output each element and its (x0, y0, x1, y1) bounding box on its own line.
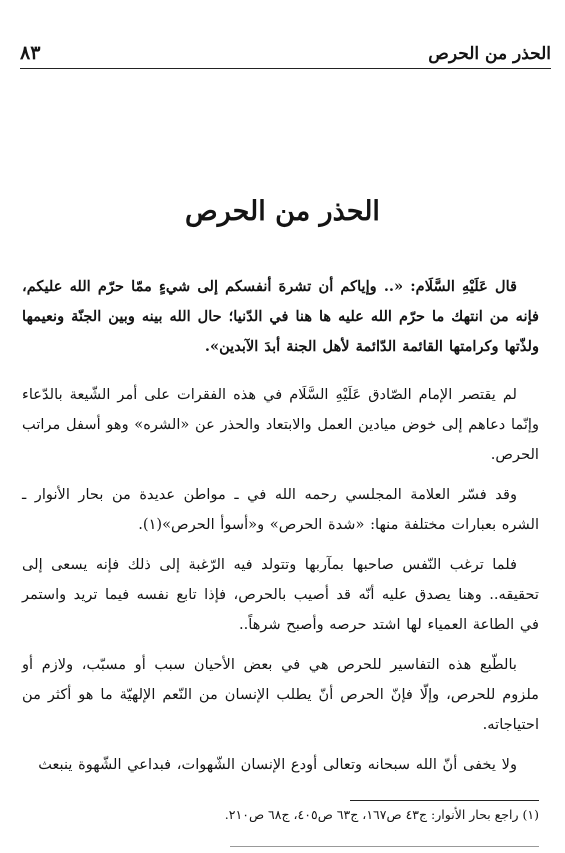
chapter-title: الحذر من الحرص (185, 196, 380, 227)
paragraph: وقد فسّر العلامة المجلسي رحمه الله في ـ مواطن عديدة من بحار الأنوار ـ الشره بعبارات مختلفة منها: «شدة الحرص» و«أسوأ الحرص»(١). (22, 486, 539, 533)
page-header (20, 34, 551, 69)
running-title: الحذر من الحرص (428, 44, 551, 64)
paragraph: لم يقتصر الإمام الصّادق عَلَيْهِ السَّلَام في هذه الفقرات على أمر الشّيعة بالدّعاء وإنّما دعاهم إلى خوض ميادين العمل والابتعاد والحذر عن «الشره» وهو أسفل مراتب الحرص. (22, 386, 539, 463)
footnote-divider (350, 800, 539, 801)
paragraph: بالطّبع هذه التفاسير للحرص هي في بعض الأحيان سبب أو مسبّب، ولازم أو ملزوم للحرص، وإلّا فإنّ الحرص أنّ يطلب الإنسان من النّعم الإلهيّة ما هو أكثر من احتياجاته. (22, 656, 539, 733)
bottom-divider (230, 846, 539, 847)
body-text (22, 272, 539, 780)
paragraph: فلما ترغب النّفس صاحبها بمآربها وتتولد فيه الرّغبة إلى ذلك فإنه يسعى إلى تحقيقه.. وهنا يصدق عليه أنّه قد أصيب بالحرص، فإذا تابع نفسه فيما تريد واستمر في الطاعة العمياء لها اشتد حرصه وأصبح شرهاً.. (22, 556, 539, 633)
footnote: (١) راجع بحار الأنوار: ج٤٣ ص١٦٧، ج٦٣ ص٤٠٥، ج٦٨ ص٢١٠. (224, 807, 539, 822)
quote-paragraph: قال عَلَيْهِ السَّلَام: «.. وإياكم أن تشرهَ أنفسكم إلى شيءٍ ممّا حرّم الله عليكم، فإنه من انتهك ما حرّم الله عليه ها هنا في الدّنيا؛ حال الله بينه وبين الجنّة ونعيمها ولذّتها وكرامتها القائمة الدّائمة لأهل الجنة أبدَ الآبدين». (22, 278, 539, 355)
page-number: ٨٣ (20, 42, 41, 64)
paragraph: ولا يخفى أنّ الله سبحانه وتعالى أودع الإنسان الشّهوات، فبداعي الشّهوة ينبعث (38, 756, 517, 773)
